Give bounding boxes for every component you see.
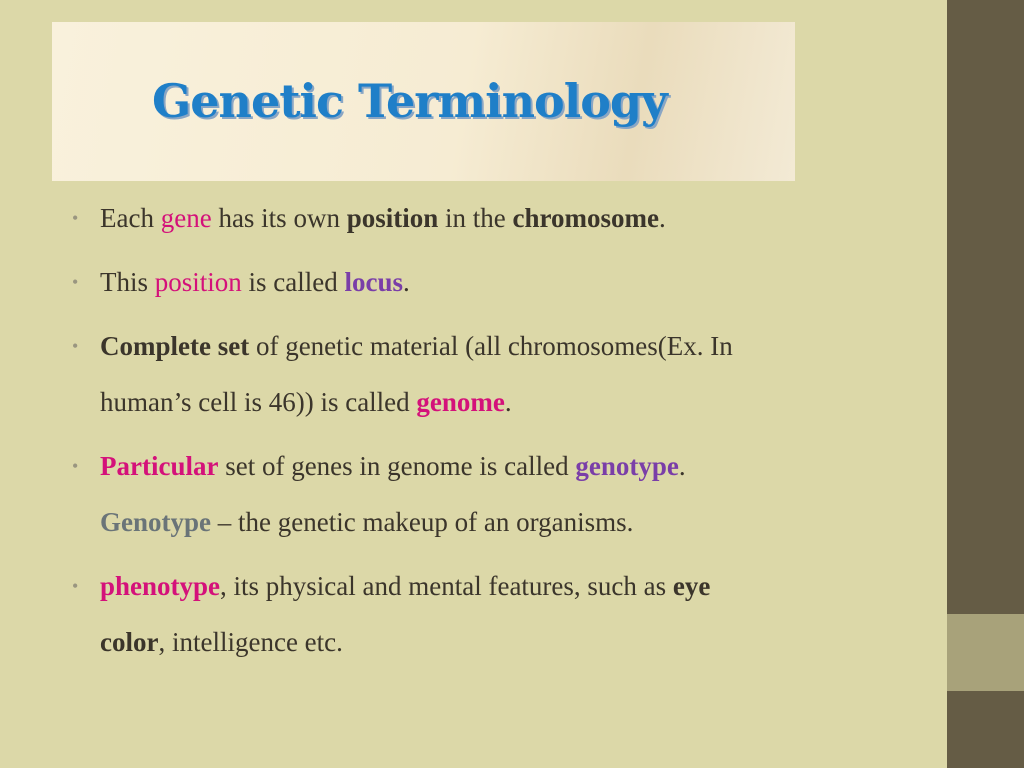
bullet-line: [100, 318, 932, 374]
text-run: .: [403, 267, 410, 297]
bullet-genotype: [72, 438, 932, 550]
text-run: – the genetic makeup of an organisms.: [211, 507, 634, 537]
text-run: has its own: [211, 203, 347, 233]
bullet-line: [100, 438, 932, 494]
term-position: position: [154, 267, 242, 297]
term-chromosome: chromosome: [512, 203, 659, 233]
bullet-phenotype: [72, 558, 932, 670]
bullet-line: [100, 494, 932, 550]
text-run: of genetic material (all chromosomes(Ex. In: [249, 331, 733, 361]
bullet-line: [100, 558, 932, 614]
text-run: .: [504, 387, 512, 417]
bullet-genome: [72, 318, 932, 430]
bullet-line: [100, 254, 932, 310]
bullet-dot-icon: •: [72, 272, 79, 292]
bullet-dot-icon: •: [72, 208, 79, 228]
slide-title: Genetic Terminology: [152, 74, 667, 128]
text-run: , intelligence etc.: [158, 627, 343, 657]
text-run: .: [678, 451, 686, 481]
text-run: This: [100, 267, 155, 297]
bullet-dot-icon: •: [72, 336, 79, 356]
term-gene: gene: [160, 203, 212, 233]
bullet-line: [100, 374, 932, 430]
bullet-dot-icon: •: [72, 576, 79, 596]
term-eye: eye: [672, 571, 711, 601]
term-phenotype: phenotype: [100, 571, 221, 601]
text-run: , its physical and mental features, such as: [220, 571, 673, 601]
term-genome: genome: [416, 387, 505, 417]
term-color: color: [100, 627, 159, 657]
bullet-line: [100, 614, 932, 670]
right-sidebar-accent: [947, 614, 1024, 691]
term-complete-set: Complete set: [100, 331, 250, 361]
text-run: in the: [438, 203, 513, 233]
term-genotype: genotype: [575, 451, 679, 481]
text-run: Each: [100, 203, 161, 233]
bullet-gene-position: [72, 190, 932, 246]
bullet-list: [72, 190, 932, 670]
bullet-locus: [72, 254, 932, 310]
text-run: is called: [241, 267, 345, 297]
text-run: .: [658, 203, 666, 233]
term-genotype-definition: Genotype: [100, 507, 211, 537]
text-run: set of genes in genome is called: [218, 451, 576, 481]
term-position: position: [346, 203, 439, 233]
term-particular: Particular: [100, 451, 219, 481]
term-locus: locus: [344, 267, 404, 297]
text-run: human’s cell is 46)) is called: [100, 387, 417, 417]
bullet-dot-icon: •: [72, 456, 79, 476]
bullet-line: [100, 190, 932, 246]
